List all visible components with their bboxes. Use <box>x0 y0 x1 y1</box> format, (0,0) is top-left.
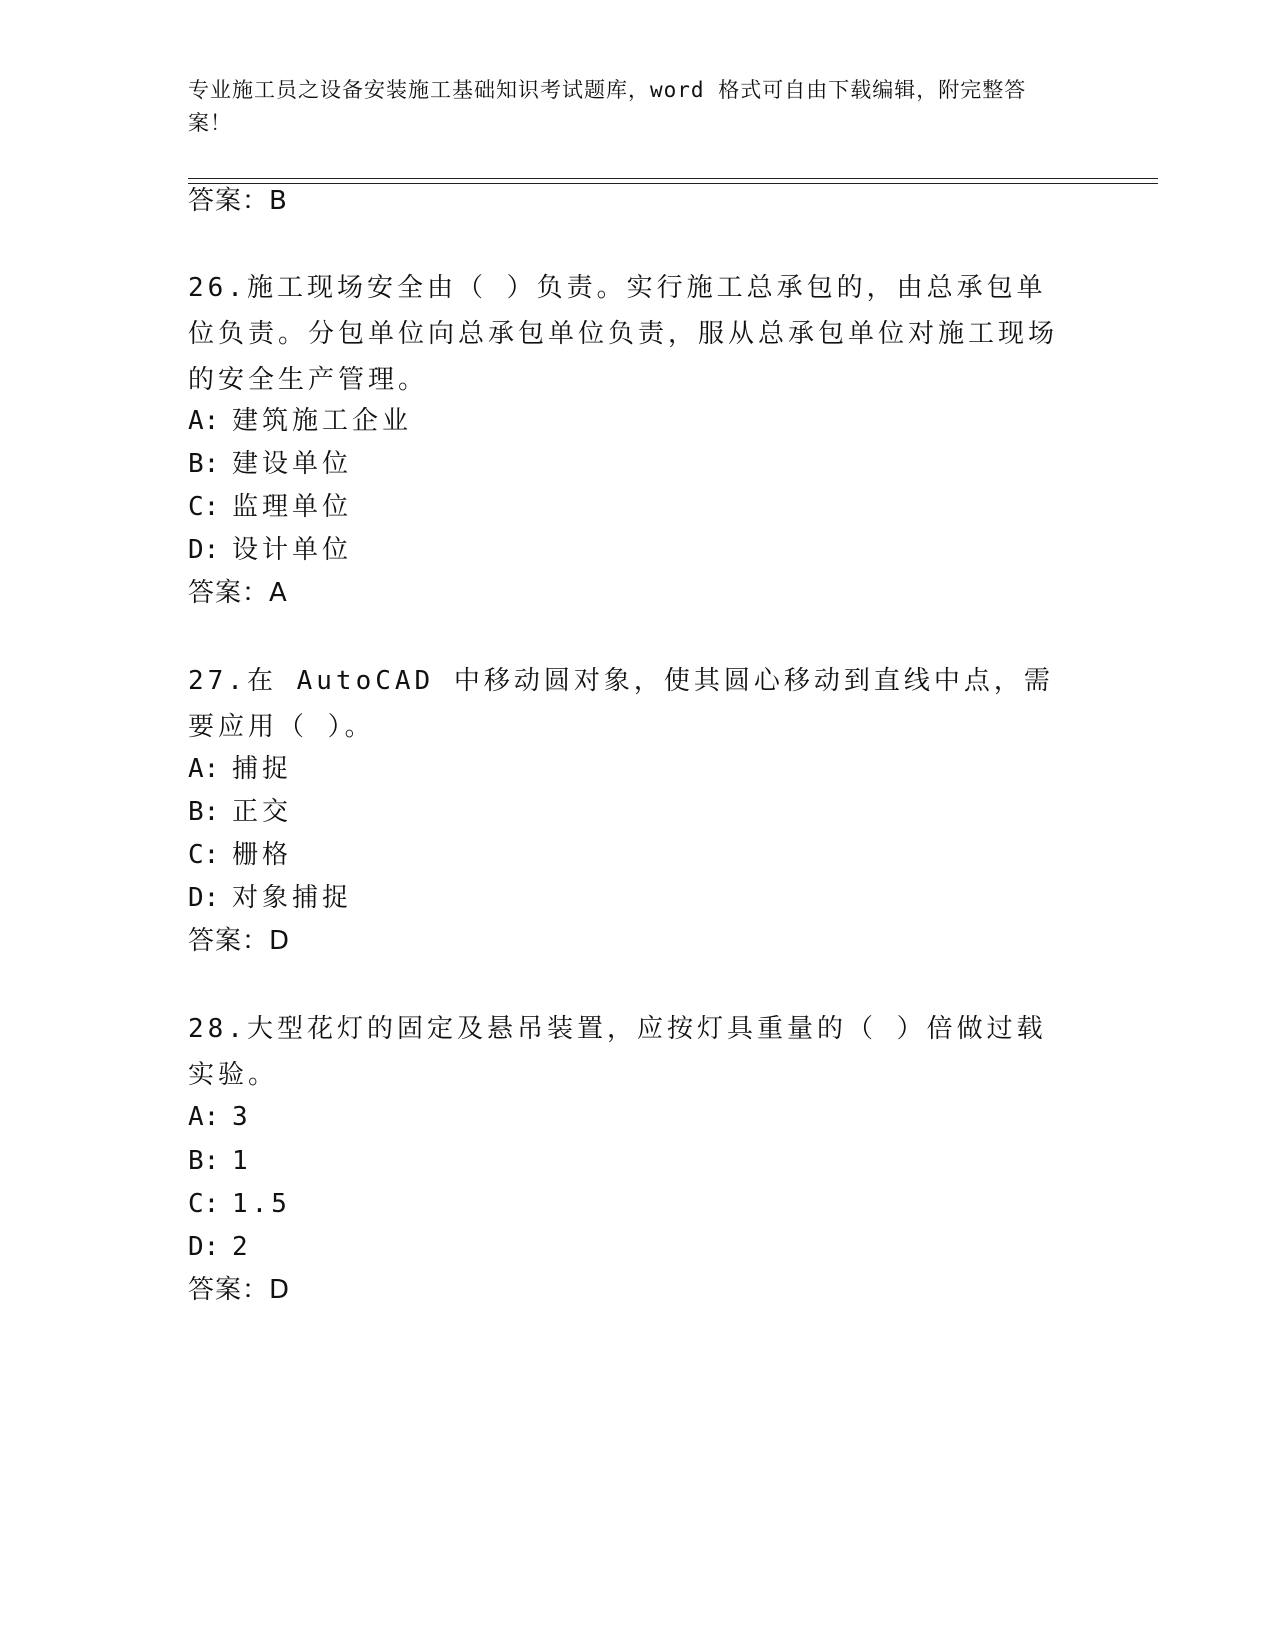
question-27-option-a <box>188 752 292 786</box>
question-27-answer: 答案：D <box>188 926 291 956</box>
option-text: 3 <box>232 1102 252 1132</box>
option-label: B: <box>188 1146 220 1176</box>
option-label: C: <box>188 1189 220 1219</box>
question-26-option-d <box>188 533 352 567</box>
option-label: C: <box>188 492 220 522</box>
option-text: 捕捉 <box>232 754 293 784</box>
question-28-option-d <box>188 1230 252 1264</box>
option-label: D: <box>188 1232 220 1262</box>
question-28-option-c <box>188 1187 291 1221</box>
question-27-text: 27.在 AutoCAD 中移动圆对象，使其圆心移动到直线中点，需要应用（ ）。 <box>188 666 1054 742</box>
option-text: 设计单位 <box>232 535 353 565</box>
question-28-option-b <box>188 1144 252 1178</box>
question-28-option-a <box>188 1100 252 1134</box>
option-text: 建筑施工企业 <box>232 406 413 436</box>
question-27-option-d <box>188 881 352 915</box>
option-label: D: <box>188 535 220 565</box>
question-26-text: 26.施工现场安全由（ ）负责。实行施工总承包的，由总承包单位负责。分包单位向总承包单位负责，服从总承包单位对施工现场的安全生产管理。 <box>188 273 1059 395</box>
option-label: D: <box>188 883 220 913</box>
header-double-rule <box>188 178 1158 184</box>
option-label: A: <box>188 1102 220 1132</box>
question-26-option-b <box>188 447 352 481</box>
answer-prev: 答案：B <box>188 186 288 216</box>
question-27-option-c <box>188 838 292 872</box>
question-28-text: 28.大型花灯的固定及悬吊装置，应按灯具重量的（ ）倍做过载实验。 <box>188 1014 1047 1090</box>
option-text: 监理单位 <box>232 492 353 522</box>
option-label: A: <box>188 754 220 784</box>
option-label: B: <box>188 797 220 827</box>
option-text: 对象捕捉 <box>232 883 353 913</box>
option-text: 正交 <box>232 797 293 827</box>
question-28-answer: 答案：D <box>188 1275 291 1305</box>
option-text: 2 <box>232 1232 252 1262</box>
option-text: 1.5 <box>232 1189 291 1219</box>
question-26-option-c <box>188 490 352 524</box>
option-text: 1 <box>232 1146 252 1176</box>
option-label: A: <box>188 406 220 436</box>
question-26-option-a <box>188 404 412 438</box>
option-text: 栅格 <box>232 840 293 870</box>
option-label: C: <box>188 840 220 870</box>
question-26-answer: 答案：A <box>188 578 288 608</box>
document-header: 专业施工员之设备安装施工基础知识考试题库，word 格式可自由下载编辑，附完整答案！ <box>188 78 1027 135</box>
question-27-option-b <box>188 795 292 829</box>
option-label: B: <box>188 449 220 479</box>
option-text: 建设单位 <box>232 449 353 479</box>
